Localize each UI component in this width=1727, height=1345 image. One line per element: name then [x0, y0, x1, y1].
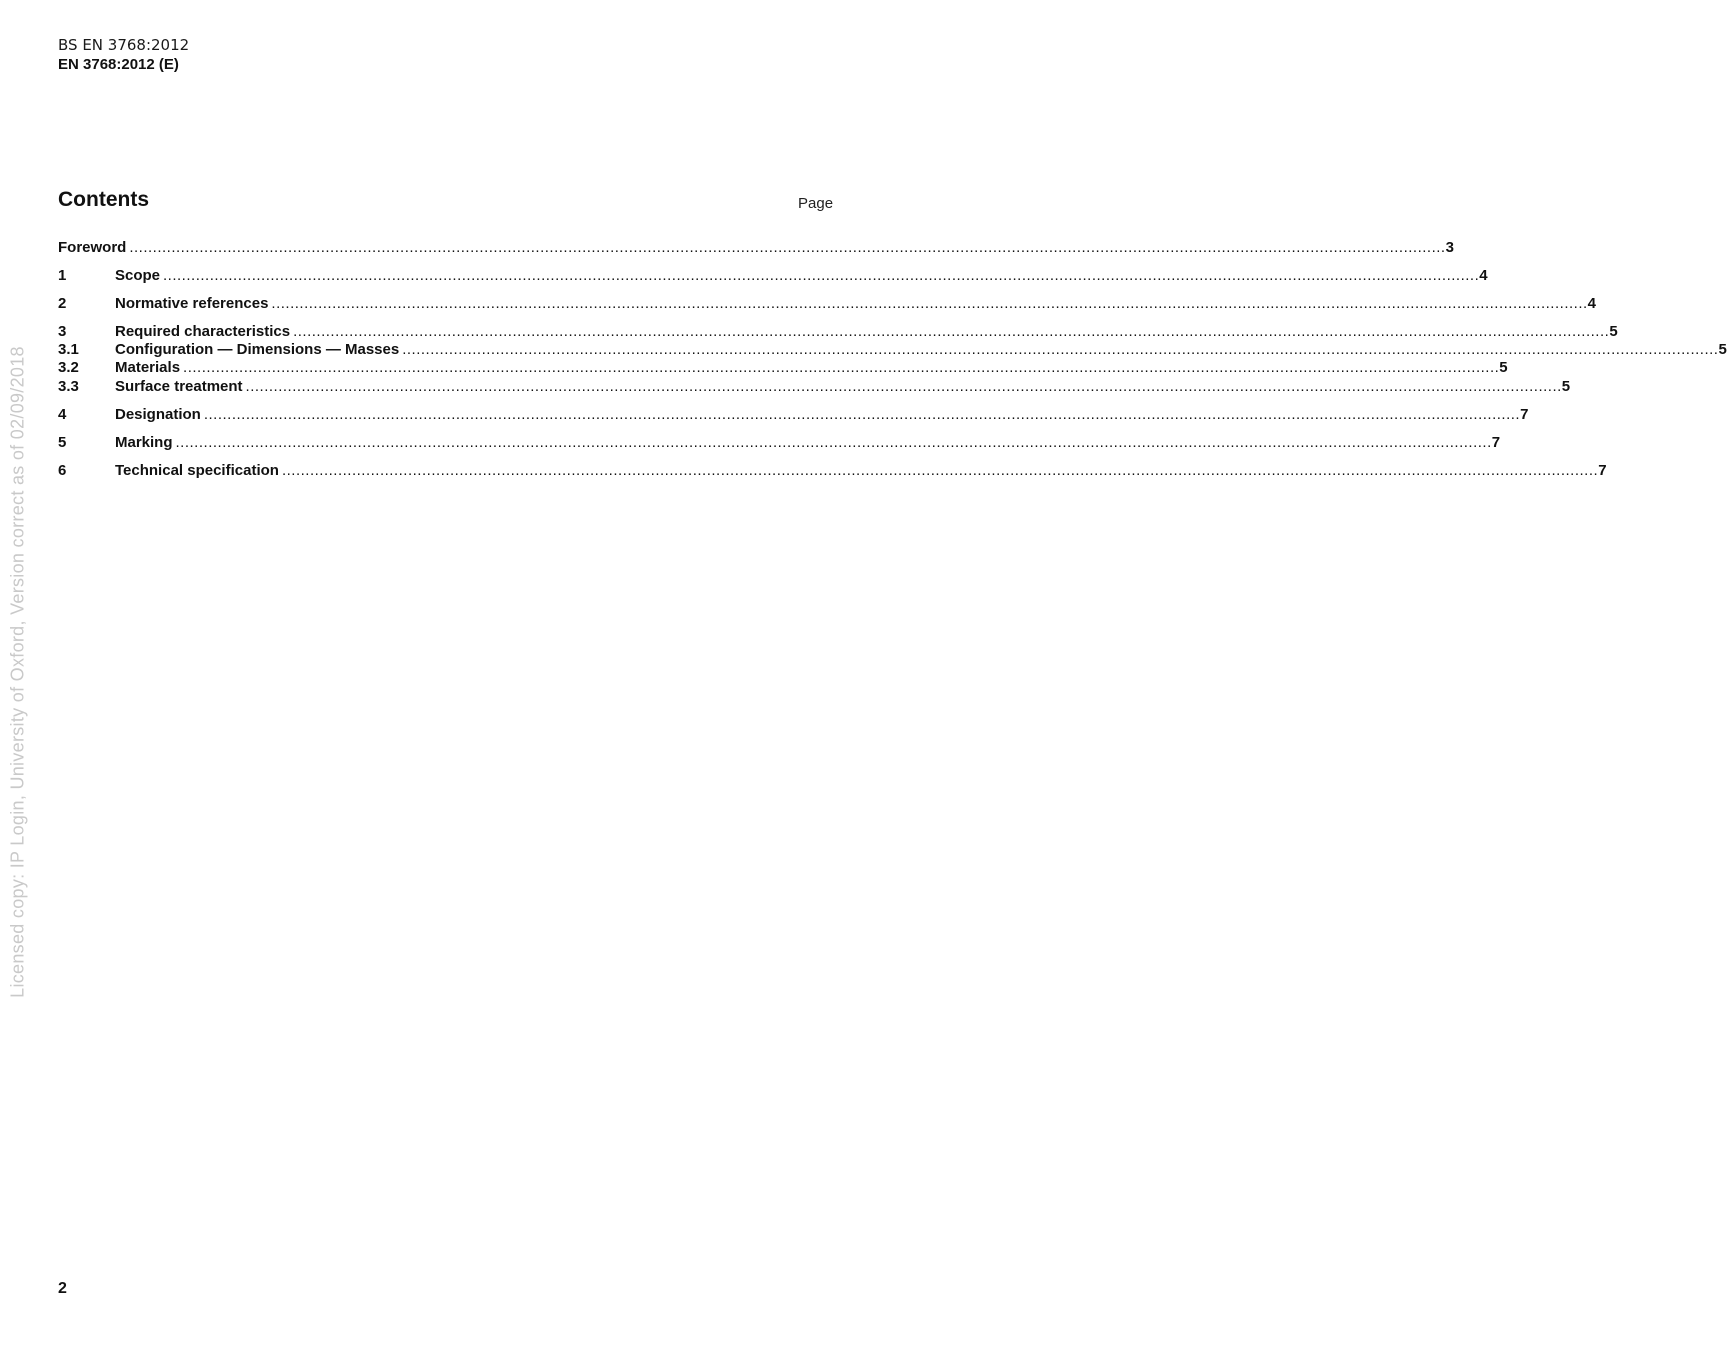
toc-entry-normative-references[interactable] — [58, 295, 1596, 313]
toc-dot-leader: .......................................................................................................................................................................................................................................................................................... — [163, 267, 1480, 284]
toc-entry-number: 6 — [58, 462, 67, 479]
document-id-bs: BS EN 3768:2012 — [58, 36, 190, 54]
toc-entry-title: Configuration — Dimensions — Masses — [115, 341, 400, 358]
page-column-label: Page — [798, 195, 834, 212]
toc-entry-title: Designation — [115, 406, 201, 423]
toc-dot-leader: .......................................................................................................................................................................................................................................................................................... — [245, 378, 1562, 395]
toc-entry-configuration[interactable] — [58, 341, 1727, 359]
toc-entry-title: Foreword — [58, 239, 127, 256]
toc-entry-number: 4 — [58, 406, 67, 423]
toc-dot-leader: .......................................................................................................................................................................................................................................................................................... — [402, 341, 1719, 358]
toc-entry-title: Technical specification — [115, 462, 279, 479]
toc-entry-number: 3.3 — [58, 378, 79, 395]
toc-dot-leader: .......................................................................................................................................................................................................................................................................................... — [281, 462, 1599, 479]
toc-entry-title: Materials — [115, 359, 181, 376]
toc-dot-leader: .......................................................................................................................................................................................................................................................................................... — [271, 295, 1588, 312]
toc-entry-materials[interactable] — [58, 359, 1508, 377]
toc-entry-page: 4 — [1587, 295, 1596, 312]
toc-entry-number: 1 — [58, 267, 67, 284]
toc-entry-number: 3.1 — [58, 341, 79, 358]
toc-entry-title: Scope — [115, 267, 161, 284]
toc-entry-title: Marking — [115, 434, 173, 451]
toc-entry-page: 5 — [1561, 378, 1571, 395]
toc-dot-leader: .......................................................................................................................................................................................................................................................................................... — [293, 323, 1610, 340]
toc-entry-surface-treatment[interactable] — [58, 378, 1571, 396]
toc-entry-technical-specification[interactable] — [58, 462, 1607, 480]
toc-entry-number: 5 — [58, 434, 67, 451]
toc-dot-leader: .......................................................................................................................................................................................................................................................................................... — [175, 434, 1492, 451]
toc-entry-page: 5 — [1609, 323, 1618, 340]
document-id-en: EN 3768:2012 (E) — [58, 56, 179, 73]
page-number: 2 — [58, 1280, 67, 1297]
toc-entry-foreword[interactable] — [58, 239, 1454, 257]
toc-entry-scope[interactable] — [58, 267, 1488, 285]
license-watermark: Licensed copy: IP Login, University of Oxford, Version correct as of 02/09/2018 — [7, 346, 28, 998]
toc-entry-number: 3 — [58, 323, 67, 340]
toc-entry-number: 3.2 — [58, 359, 79, 376]
toc-entry-title: Surface treatment — [115, 378, 243, 395]
toc-dot-leader: .......................................................................................................................................................................................................................................................................................... — [203, 406, 1521, 423]
toc-entry-page: 5 — [1499, 359, 1508, 376]
toc-entry-page: 4 — [1479, 267, 1488, 284]
toc-entry-page: 7 — [1520, 406, 1529, 423]
toc-entry-designation[interactable] — [58, 406, 1529, 424]
toc-entry-title: Required characteristics — [115, 323, 291, 340]
toc-entry-page: 5 — [1718, 341, 1727, 358]
toc-dot-leader: .......................................................................................................................................................................................................................................................................................... — [129, 239, 1446, 256]
toc-entry-page: 7 — [1598, 462, 1607, 479]
toc-entry-page: 7 — [1491, 434, 1501, 451]
toc-entry-page: 3 — [1445, 239, 1454, 256]
toc-entry-required-characteristics[interactable] — [58, 323, 1618, 341]
toc-entry-marking[interactable] — [58, 434, 1501, 452]
contents-heading: Contents — [58, 188, 149, 211]
toc-entry-number: 2 — [58, 295, 67, 312]
toc-entry-title: Normative references — [115, 295, 269, 312]
toc-dot-leader: .......................................................................................................................................................................................................................................................................................... — [183, 359, 1500, 376]
